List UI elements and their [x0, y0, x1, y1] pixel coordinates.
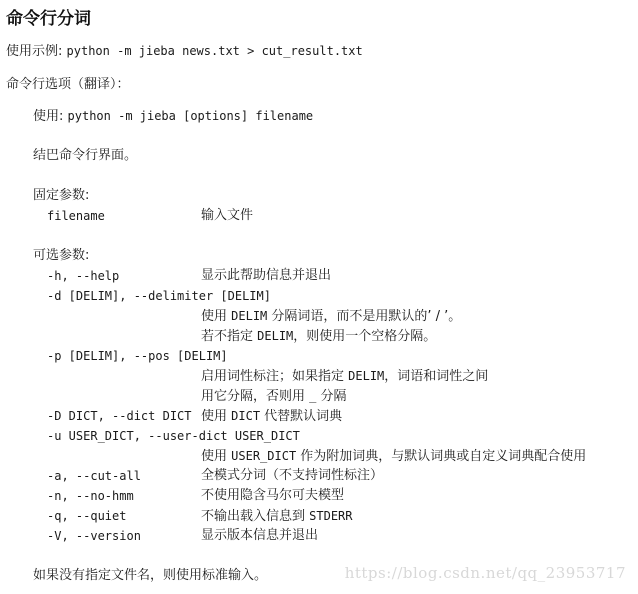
code-segment: DELIM [257, 329, 294, 343]
text-segment: 若不指定 [201, 329, 258, 344]
option-no-hmm-flag: -n, --no-hmm [47, 489, 134, 503]
optional-heading: 可选参数: [33, 248, 90, 263]
usage-command: python -m jieba [options] filename [67, 109, 314, 123]
positional-flag: filename [47, 209, 105, 223]
usage-line [33, 106, 313, 127]
usage-example-command: python -m jieba news.txt > cut_result.txt [66, 44, 363, 58]
text-segment: 用它分隔，否则用 [201, 389, 310, 404]
option-user-dict-flag: -u USER_DICT, --user-dict USER_DICT [47, 429, 300, 443]
usage-example-label: 使用示例: [6, 44, 67, 59]
option-cut-all-desc: 全模式分词（不支持词性标注） [201, 468, 384, 483]
text-segment: 使用 [201, 409, 232, 424]
option-pos-desc-1 [201, 366, 488, 387]
watermark: https://blog.csdn.net/qq_23953717 [344, 564, 626, 582]
code-segment: USER_DICT [231, 449, 297, 463]
option-version-flag: -V, --version [47, 529, 141, 543]
option-user-dict-desc [201, 446, 586, 467]
option-delimiter-desc-1 [201, 306, 461, 327]
option-pos-desc-2 [201, 386, 347, 407]
positional-heading: 固定参数: [33, 188, 90, 203]
code-segment: STDERR [309, 509, 353, 523]
code-segment: DICT [231, 409, 261, 423]
option-quiet-desc [201, 506, 353, 527]
text-segment: 使用 [201, 309, 232, 324]
code-segment: DELIM [231, 309, 268, 323]
option-no-hmm-desc: 不使用隐含马尔可夫模型 [201, 488, 345, 503]
text-segment: 启用词性标注；如果指定 [201, 369, 349, 384]
usage-example [6, 40, 363, 59]
text-segment: 分隔词语，而不是用默认的’ / ’。 [267, 309, 462, 324]
text-segment: 分隔 [316, 389, 347, 404]
text-segment: 不输出载入信息到 [201, 509, 310, 524]
option-help-desc: 显示此帮助信息并退出 [201, 268, 332, 283]
description: 结巴命令行界面。 [33, 148, 138, 163]
option-pos-flag: -p [DELIM], --pos [DELIM] [47, 349, 228, 363]
text-segment: ，则使用一个空格分隔。 [293, 329, 437, 344]
text-segment: ，词语和词性之间 [384, 369, 489, 384]
option-help-flag: -h, --help [47, 269, 120, 283]
code-segment: DELIM [348, 369, 385, 383]
footer-note: 如果没有指定文件名，则使用标准输入。 [33, 568, 268, 583]
option-delimiter-desc-2 [201, 326, 436, 347]
text-segment: 作为附加词典，与默认词典或自定义词典配合使用 [296, 449, 587, 464]
text-segment: 使用 [201, 449, 232, 464]
option-dict-desc [201, 406, 342, 427]
option-dict-flag: -D DICT, --dict DICT [47, 409, 192, 423]
option-delimiter-flag: -d [DELIM], --delimiter [DELIM] [47, 289, 271, 303]
page-title: 命令行分词 [6, 9, 91, 29]
option-version-desc: 显示版本信息并退出 [201, 528, 319, 543]
code-segment: _ [309, 389, 317, 403]
options-label: 命令行选项（翻译）： [6, 77, 130, 92]
option-quiet-flag: -q, --quiet [47, 509, 127, 523]
text-segment: 代替默认词典 [260, 409, 343, 424]
option-cut-all-flag: -a, --cut-all [47, 469, 141, 483]
usage-label: 使用: [33, 109, 68, 124]
positional-desc: 输入文件 [201, 208, 254, 223]
